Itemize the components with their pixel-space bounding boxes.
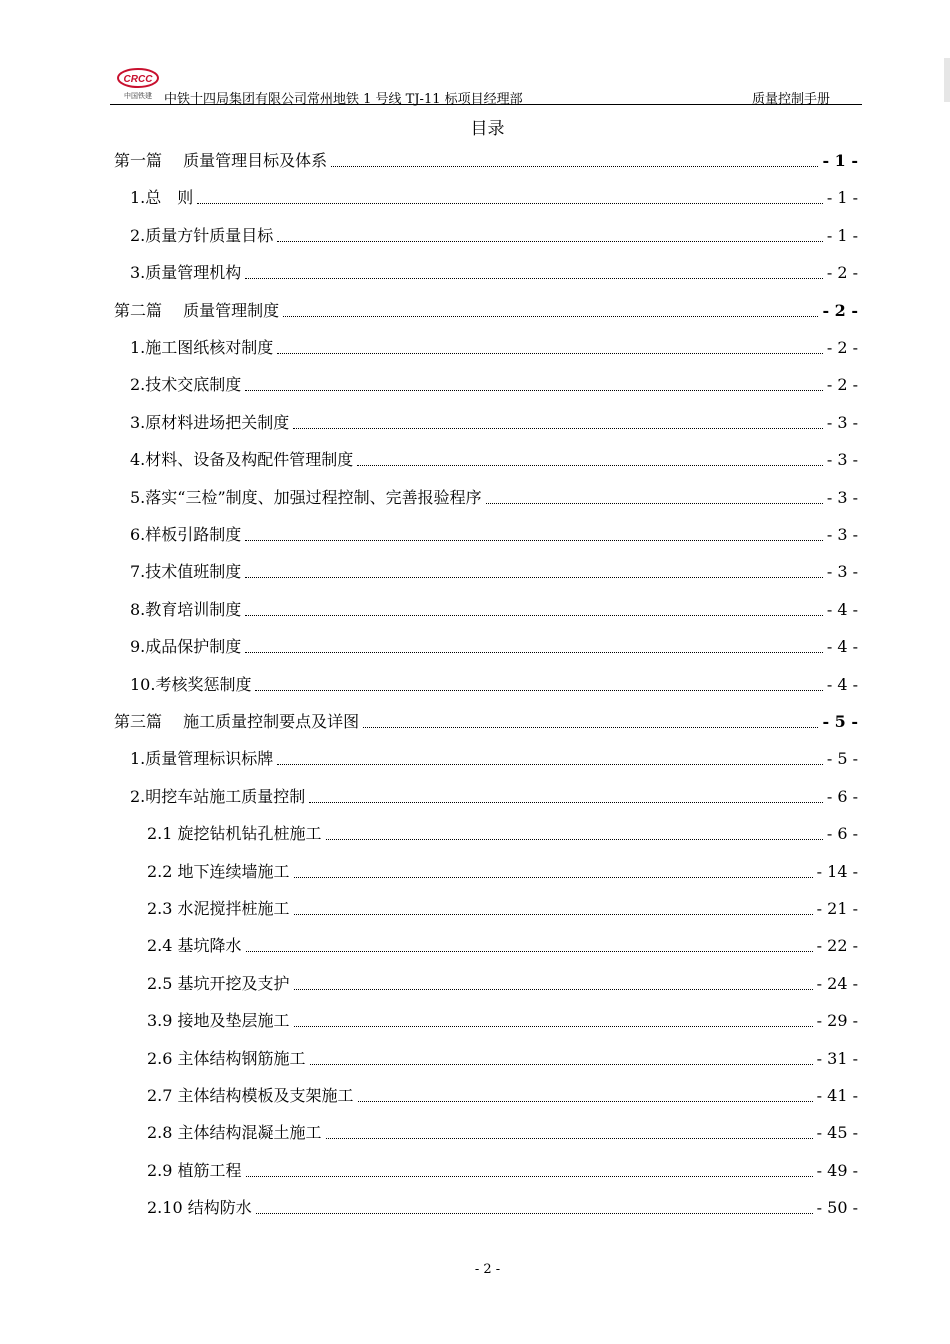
toc-leader-dots (245, 615, 823, 616)
toc-entry-text: 6.样板引路制度 (130, 525, 242, 544)
header-company: 中铁十四局集团有限公司常州地铁 1 号线 TJ-11 标项目经理部 (164, 92, 523, 107)
toc-title: 目录 (470, 119, 505, 139)
toc-entry[interactable] (130, 335, 858, 361)
toc-entry-page: - 1 - (826, 188, 858, 208)
toc-leader-dots (331, 166, 818, 167)
toc-leader-dots (245, 577, 823, 578)
toc-entry[interactable] (147, 1008, 858, 1034)
toc-entry[interactable] (130, 784, 858, 810)
toc-entry-page: - 22 - (816, 936, 858, 956)
toc-leader-dots (294, 989, 813, 990)
toc-entry-page: - 3 - (826, 450, 858, 470)
toc-entry-text: 2.技术交底制度 (130, 375, 242, 395)
toc-entry[interactable] (130, 485, 858, 511)
toc-entry-text: 2.质量方针质量目标 (130, 225, 274, 245)
toc-leader-dots (363, 727, 818, 728)
toc-leader-dots (245, 278, 823, 279)
toc-leader-dots (357, 465, 823, 466)
toc-entry-page: - 1 - (822, 151, 858, 170)
toc-entry[interactable] (130, 223, 858, 249)
toc-leader-dots (256, 1213, 813, 1214)
toc-part-entry[interactable] (114, 709, 858, 735)
header-manual-title: 质量控制手册 (752, 92, 831, 107)
toc-entry-page: - 24 - (816, 973, 858, 993)
toc-entry-page: - 4 - (826, 599, 858, 619)
toc-entry-page: - 1 - (826, 225, 858, 245)
toc-entry[interactable] (147, 1083, 858, 1109)
svg-text:CRCC: CRCC (123, 74, 153, 85)
toc-entry-page: - 2 - (826, 263, 858, 283)
page-number: - 2 - (474, 1262, 501, 1277)
toc-entry-page: - 3 - (826, 562, 858, 582)
toc-entry[interactable] (147, 971, 858, 997)
toc-leader-dots (294, 877, 813, 878)
toc-entry-text: 1.质量管理标识标牌 (130, 749, 274, 769)
toc-leader-dots (277, 353, 823, 354)
toc-entry-page: - 21 - (816, 899, 858, 918)
toc-entry[interactable] (147, 933, 858, 959)
toc-entry-page: - 4 - (826, 674, 858, 694)
toc-entry-page: - 5 - (822, 712, 858, 731)
toc-entry-text: 第一篇 质量管理目标及体系 (114, 151, 328, 170)
toc-leader-dots (294, 1026, 813, 1027)
toc-entry-page: - 41 - (816, 1086, 858, 1105)
toc-entry-text: 2.7 主体结构模板及支架施工 (147, 1086, 354, 1105)
toc-entry-page: - 5 - (826, 749, 858, 769)
toc-entry-page: - 29 - (816, 1011, 858, 1031)
toc-entry[interactable] (130, 447, 858, 473)
toc-entry[interactable] (130, 260, 858, 286)
toc-entry[interactable] (130, 597, 858, 623)
toc-leader-dots (326, 839, 823, 840)
toc-entry[interactable] (130, 559, 858, 585)
toc-entry-page: - 6 - (826, 824, 858, 844)
toc-entry[interactable] (147, 859, 858, 885)
toc-entry-page: - 2 - (822, 300, 858, 320)
toc-entry[interactable] (130, 410, 858, 436)
toc-entry-text: 2.4 基坑降水 (147, 936, 242, 956)
toc-entry-page: - 45 - (816, 1123, 858, 1143)
toc-entry-text: 2.10 结构防水 (147, 1198, 252, 1218)
toc-leader-dots (246, 951, 813, 952)
toc-leader-dots (245, 652, 823, 653)
toc-leader-dots (245, 540, 823, 541)
toc-entry-text: 2.5 基坑开挖及支护 (147, 973, 290, 993)
toc-entry[interactable] (147, 1195, 858, 1221)
toc-entry-text: 2.1 旋挖钻机钻孔桩施工 (147, 824, 322, 844)
toc-part-entry[interactable] (114, 298, 858, 324)
toc-entry-text: 9.成品保护制度 (130, 637, 242, 657)
toc-leader-dots (246, 1176, 813, 1177)
toc-entry-text: 第二篇 质量管理制度 (114, 300, 280, 320)
toc-entry[interactable] (147, 896, 858, 922)
toc-entry-text: 3.原材料进场把关制度 (130, 412, 290, 432)
toc-entry-text: 2.8 主体结构混凝土施工 (147, 1123, 322, 1143)
toc-entry-text: 第三篇 施工质量控制要点及详图 (114, 712, 360, 731)
toc-entry-page: - 3 - (826, 412, 858, 432)
toc-leader-dots (197, 203, 823, 204)
toc-leader-dots (255, 690, 822, 691)
toc-leader-dots (486, 503, 823, 504)
toc-entry-text: 2.2 地下连续墙施工 (147, 861, 290, 881)
toc-entry-page: - 3 - (826, 487, 858, 507)
toc-leader-dots (293, 428, 823, 429)
toc-entry[interactable] (130, 185, 858, 211)
toc-entry-page: - 31 - (816, 1048, 858, 1068)
toc-entry-page: - 50 - (816, 1198, 858, 1218)
toc-entry-page: - 2 - (826, 338, 858, 357)
toc-entry-page: - 49 - (816, 1160, 858, 1180)
toc-leader-dots (309, 802, 823, 803)
toc-entry[interactable] (130, 746, 858, 772)
toc-leader-dots (326, 1138, 813, 1139)
toc-entry[interactable] (147, 821, 858, 847)
toc-entry[interactable] (130, 372, 858, 398)
toc-entry[interactable] (130, 634, 858, 660)
toc-entry-text: 3.9 接地及垫层施工 (147, 1011, 290, 1031)
toc-entry-text: 1.施工图纸核对制度 (130, 338, 274, 357)
toc-entry-text: 2.9 植筋工程 (147, 1160, 242, 1180)
toc-leader-dots (310, 1064, 813, 1065)
toc-entry-text: 10.考核奖惩制度 (130, 674, 252, 694)
toc-leader-dots (277, 764, 823, 765)
toc-entry[interactable] (147, 1120, 858, 1146)
toc-entry-text: 2.3 水泥搅拌桩施工 (147, 899, 290, 918)
toc-entry-text: 7.技术值班制度 (130, 562, 242, 582)
toc-entry[interactable] (147, 1046, 858, 1072)
toc-entry-text: 5.落实“三检”制度、加强过程控制、完善报验程序 (130, 487, 482, 507)
toc-entry-page: - 3 - (826, 525, 858, 544)
toc-leader-dots (245, 390, 823, 391)
toc-entry-page: - 4 - (826, 637, 858, 657)
toc-entry-text: 3.质量管理机构 (130, 263, 242, 283)
toc-entry-page: - 6 - (826, 786, 858, 806)
toc-leader-dots (277, 241, 823, 242)
toc-entry-text: 2.明挖车站施工质量控制 (130, 786, 306, 806)
toc-entry-text: 2.6 主体结构钢筋施工 (147, 1048, 306, 1068)
toc-entry-page: - 2 - (826, 375, 858, 395)
toc-entry-text: 8.教育培训制度 (130, 599, 242, 619)
toc-entry-text: 1.总 则 (130, 188, 194, 208)
toc-leader-dots (294, 914, 813, 915)
toc-leader-dots (283, 316, 818, 317)
toc-entry[interactable] (130, 522, 858, 548)
toc-entry[interactable] (130, 672, 858, 698)
toc-entry-page: - 14 - (816, 861, 858, 881)
toc-entry-text: 4.材料、设备及构配件管理制度 (130, 450, 354, 470)
toc-part-entry[interactable] (114, 148, 858, 174)
toc-entry[interactable] (147, 1158, 858, 1184)
toc-leader-dots (358, 1101, 813, 1102)
svg-text:中国铁建: 中国铁建 (124, 92, 152, 100)
